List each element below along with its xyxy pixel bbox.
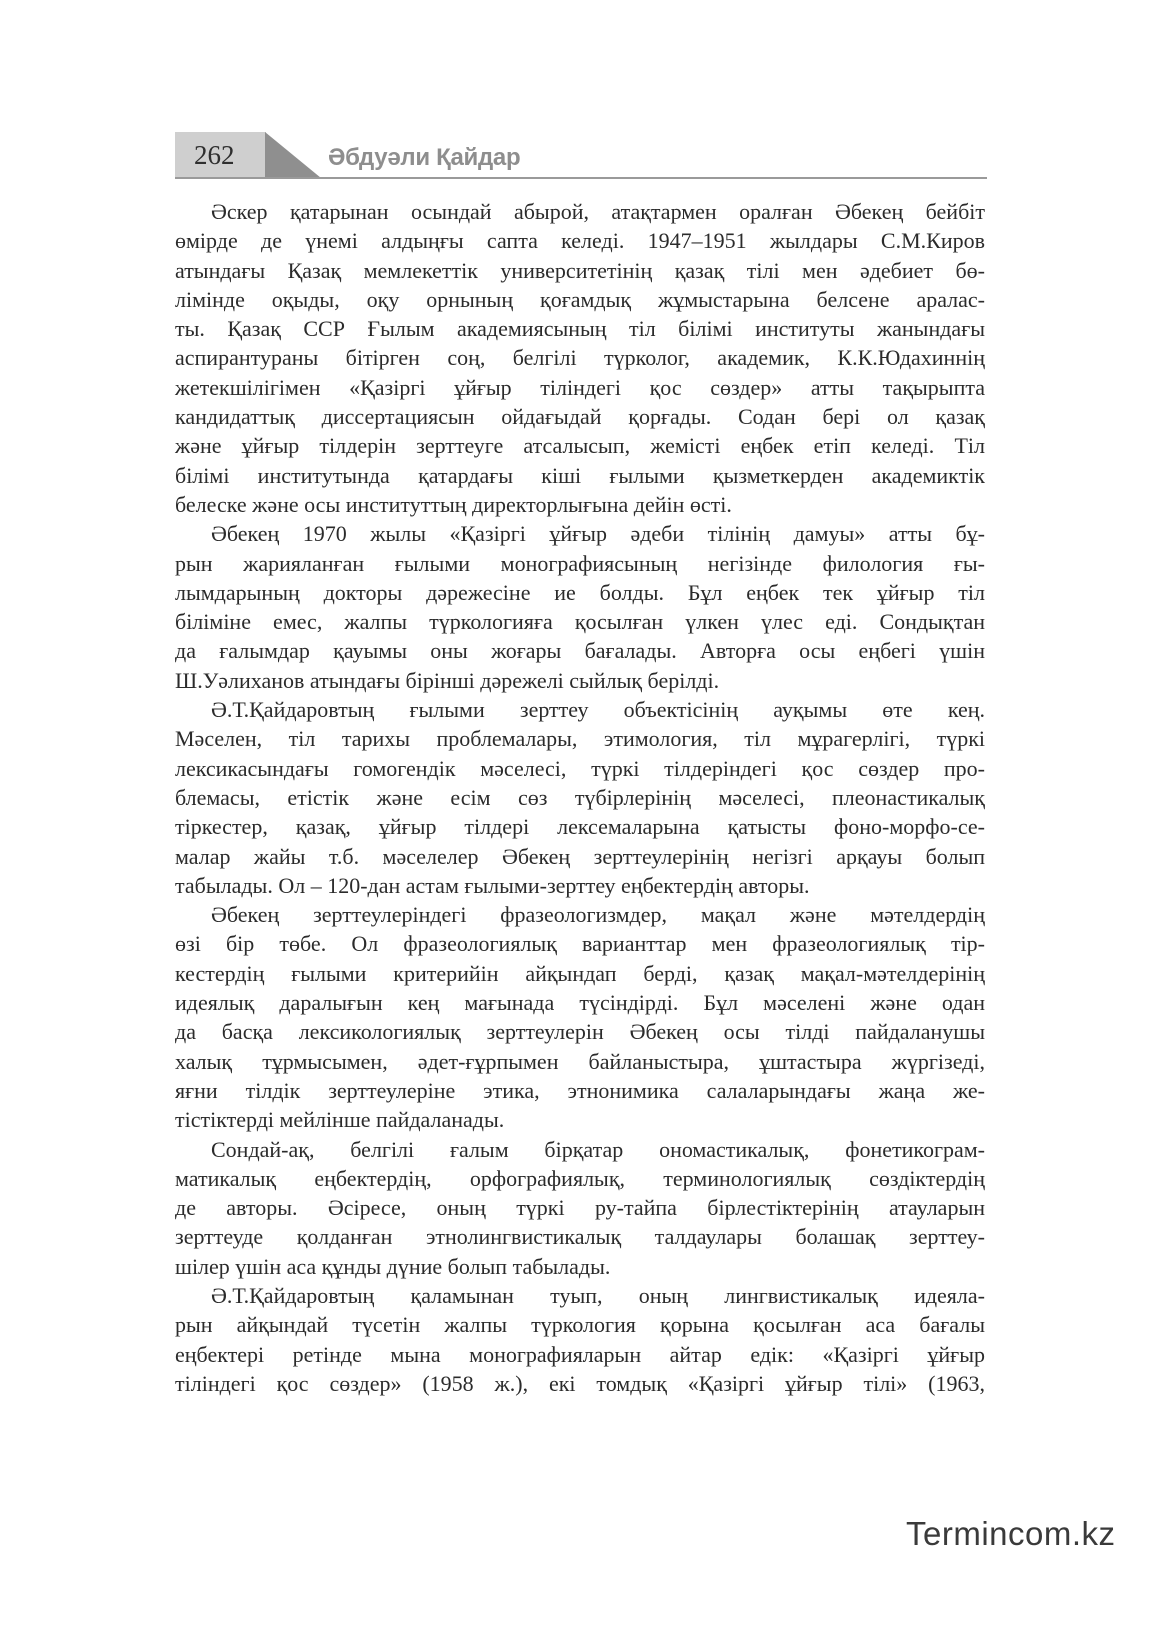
text-line: Әскер қатарынан осындай абырой, атақтармен оралған Әбекең бейбіт bbox=[211, 199, 985, 224]
text-line: да ғалымдар қауымы оны жоғары бағалады. Авторға осы еңбегі үшін bbox=[175, 638, 985, 664]
text-line: рын айқындай түсетін жалпы түркология қорына қосылған аса бағалы bbox=[175, 1312, 985, 1338]
page-number: 262 bbox=[194, 140, 235, 170]
text-line: малар жайы т.б. мәселелер Әбекең зерттеулерінің негізгі арқауы болып bbox=[175, 843, 985, 869]
text-line: зерттеуде қолданған этнолингвистикалық талдаулары болашақ зерттеу- bbox=[175, 1224, 985, 1250]
header-wedge-decoration bbox=[265, 132, 321, 178]
paragraph-2 bbox=[175, 519, 985, 695]
text-line: матикалық еңбектердің, орфографиялық, терминологиялық сөздіктердің bbox=[175, 1165, 985, 1191]
paragraph-6 bbox=[175, 1281, 985, 1398]
text-line: лымдарының докторы дәрежесіне ие болды. Бұл еңбек тек ұйғыр тіл bbox=[175, 579, 985, 605]
text-line: халық тұрмысымен, әдет-ғұрпымен байланыстыра, ұштастыра жүргізеді, bbox=[175, 1048, 985, 1074]
text-line: Ш.Уәлиханов атындағы бірінші дәрежелі сыйлық берілді. bbox=[175, 667, 720, 693]
text-line: белеске және осы институттың директорлығына дейін өсті. bbox=[175, 491, 732, 517]
text-line: идеялық даралығын кең мағынада түсіндірді. Бұл мәселені және одан bbox=[175, 990, 985, 1016]
text-line: Сондай-ақ, белгілі ғалым бірқатар ономастикалық, фонетикограм- bbox=[211, 1136, 985, 1162]
text-line: лімінде оқыды, оқу орнының қоғамдық жұмыстарына белсене аралас- bbox=[175, 286, 985, 312]
text-line: өзі бір төбе. Ол фразеологиялық варианттар мен фразеологиялық тір- bbox=[175, 931, 985, 957]
text-line: яғни тілдік зерттеулеріне этика, этнонимика салаларындағы жаңа же- bbox=[175, 1077, 985, 1103]
text-line: рын жарияланған ғылыми монографиясының негізінде филология ғы- bbox=[175, 550, 985, 576]
paragraph-1 bbox=[175, 197, 985, 519]
text-line: тіркестер, қазақ, ұйғыр тілдері лексемаларына қатысты фоно-морфо-се- bbox=[175, 814, 985, 840]
text-line: тістіктерді мейлінше пайдаланады. bbox=[175, 1107, 505, 1133]
paragraph-3 bbox=[175, 695, 985, 900]
text-line: Мәселен, тіл тарихы проблемалары, этимология, тіл мұрагерлігі, түркі bbox=[175, 726, 985, 752]
text-line: Ә.Т.Қайдаровтың қаламынан туып, оның лингвистикалық идеяла- bbox=[211, 1282, 985, 1308]
text-line: аспирантураны бітірген соң, белгілі түрколог, академик, К.К.Юдахиннің bbox=[175, 345, 985, 371]
text-line: лексикасындағы гомогендік мәселесі, түркі тілдеріндегі қос сөздер про- bbox=[175, 755, 985, 781]
text-line: еңбектері ретінде мына монографияларын айтар едік: «Қазіргі ұйғыр bbox=[175, 1341, 985, 1367]
text-line: кандидаттық диссертациясын ойдағыдай қорғады. Содан бері ол қазақ bbox=[175, 404, 985, 430]
watermark-logo: Termincom.kz bbox=[906, 1515, 1116, 1552]
text-line: атындағы Қазақ мемлекеттік университетінің қазақ тілі мен әдебиет бө- bbox=[175, 257, 985, 283]
text-line: жетекшілігімен «Қазіргі ұйғыр тіліндегі қос сөздер» атты тақырыпта bbox=[175, 374, 985, 400]
text-line: білімі институтында қатардағы кіші ғылыми қызметкерден академиктік bbox=[175, 462, 985, 488]
text-line: табылады. Ол – 120-дан астам ғылыми-зерттеу еңбектердің авторы. bbox=[175, 872, 810, 898]
text-line: Әбекең зерттеулеріндегі фразеологизмдер, мақал және мәтелдердің bbox=[211, 902, 985, 928]
text-line: біліміне емес, жалпы түркологияға қосылған үлкен үлес еді. Сондықтан bbox=[175, 609, 985, 635]
text-line: өмірде де үнемі алдыңғы сапта келеді. 1947–1951 жылдары С.М.Киров bbox=[175, 228, 985, 254]
text-line: Ә.Т.Қайдаровтың ғылыми зерттеу объектісінің ауқымы өте кең. bbox=[211, 697, 985, 723]
text-line: де авторы. Әсіресе, оның түркі ру-тайпа бірлестіктерінің атауларын bbox=[175, 1195, 985, 1221]
text-line: да басқа лексикологиялық зерттеулерін Әбекең осы тілді пайдаланушы bbox=[175, 1019, 985, 1045]
running-title: Әбдуәли Қайдар bbox=[328, 144, 521, 171]
text-line: және ұйғыр тілдерін зерттеуге атсалысып, жемісті еңбек етіп келеді. Тіл bbox=[175, 433, 985, 459]
text-line: кестердің ғылыми критерийін айқындап берді, қазақ мақал-мәтелдерінің bbox=[175, 960, 985, 986]
body-text bbox=[175, 197, 985, 1398]
text-line: тіліндегі қос сөздер» (1958 ж.), екі томдық «Қазіргі ұйғыр тілі» (1963, bbox=[175, 1370, 985, 1396]
text-line: шілер үшін аса құнды дүние болып табылады. bbox=[175, 1253, 611, 1279]
text-line: блемасы, етістік және есім сөз түбірлерінің мәселесі, плеонастикалық bbox=[175, 784, 985, 810]
text-line: Әбекең 1970 жылы «Қазіргі ұйғыр әдеби тілінің дамуы» атты бұ- bbox=[211, 521, 985, 547]
header-rule bbox=[175, 177, 987, 179]
paragraph-4 bbox=[175, 900, 985, 1134]
text-line: ты. Қазақ ССР Ғылым академиясының тіл білімі институты жанындағы bbox=[175, 316, 985, 342]
paragraph-5 bbox=[175, 1135, 985, 1281]
